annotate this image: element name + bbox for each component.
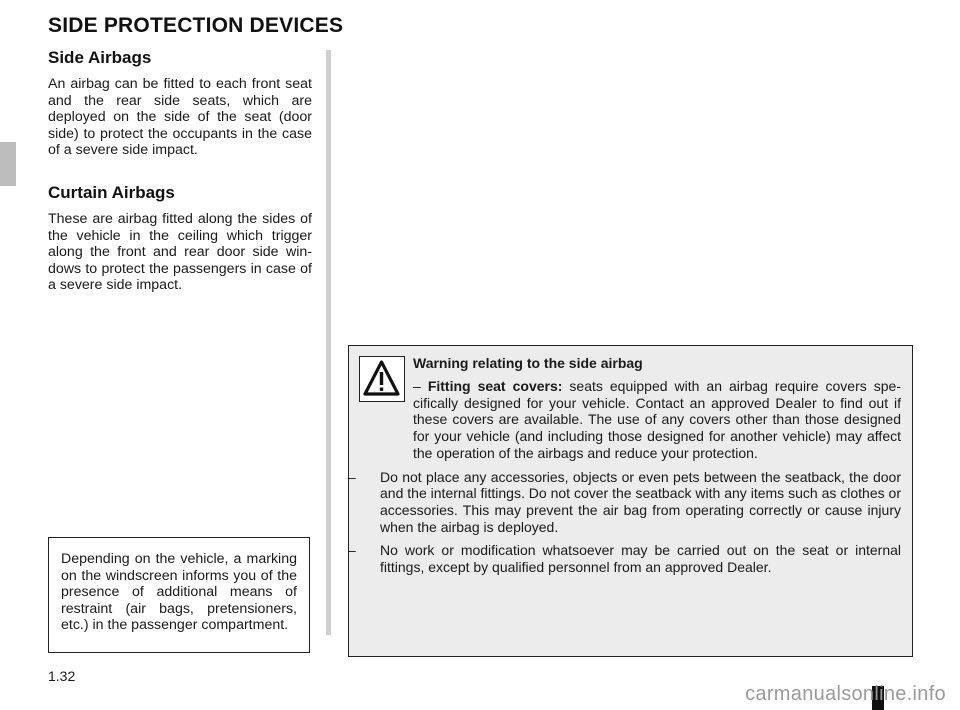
warning-item-accessories — [348, 468, 901, 536]
windscreen-note-box — [48, 537, 310, 653]
warning-item-bold-label: Fitting seat covers: — [427, 378, 563, 394]
side-airbag-warning-box — [348, 345, 913, 657]
windscreen-note-text: Depending on the vehicle, a marking on the windscreen informs you of the presence of additional means of restraint (air bags, pretensioners, etc.) in the passenger compartment. — [61, 551, 297, 634]
warning-item-text: Do not place any accessories, objects or even pets between the seatback, the door and the internal fittings. Do not cover the seatback with any items such as clothes or accessories. This may prevent the air bag from operating correctly or cause injury when the airbag is deployed. — [380, 468, 901, 535]
side-airbags-text: An airbag can be fitted to each front seat and the rear side seats, which are deployed on the side of the seat (door side) to protect the occupants in the case of a severe side impact. — [48, 76, 312, 159]
warning-item-text: seats equipped with an airbag require covers specifically designed for your vehicle. Contact an approved Dealer to find out if these covers are available. The use of any covers other than those designed for your vehicle (and including those designed for another vehicle) may affect the operation of the airbags and reduce your protection. — [413, 378, 902, 461]
left-column — [48, 48, 312, 294]
warning-item-dash: – — [413, 378, 421, 394]
warning-item-modification — [348, 542, 901, 576]
warning-title: Warning relating to the side airbag — [413, 355, 643, 371]
chapter-tab — [0, 142, 16, 186]
warning-item-text: No work or modification whatsoever may be carried out on the seat or internal fittings, except by qualified personnel from an approved Dealer. — [380, 542, 901, 576]
watermark-text: carmanualsonline.info — [745, 683, 946, 705]
warning-item-dash: – — [348, 468, 356, 485]
curtain-airbags-section — [48, 183, 312, 294]
curtain-airbags-text: These are airbag fitted along the sides of the vehicle in the ceiling which trigger along the front and rear door side windows to protect the passengers in case of a severe side impact. — [48, 210, 312, 294]
page-title: SIDE PROTECTION DEVICES — [48, 14, 344, 37]
side-airbags-heading: Side Airbags — [48, 48, 152, 67]
column-divider — [326, 50, 331, 635]
page-number: 1.32 — [48, 668, 76, 684]
curtain-airbags-heading: Curtain Airbags — [48, 182, 175, 202]
warning-item-dash: – — [348, 542, 356, 559]
warning-body — [348, 378, 902, 583]
side-airbags-section — [48, 48, 312, 159]
warning-item-seat-covers — [364, 378, 901, 462]
